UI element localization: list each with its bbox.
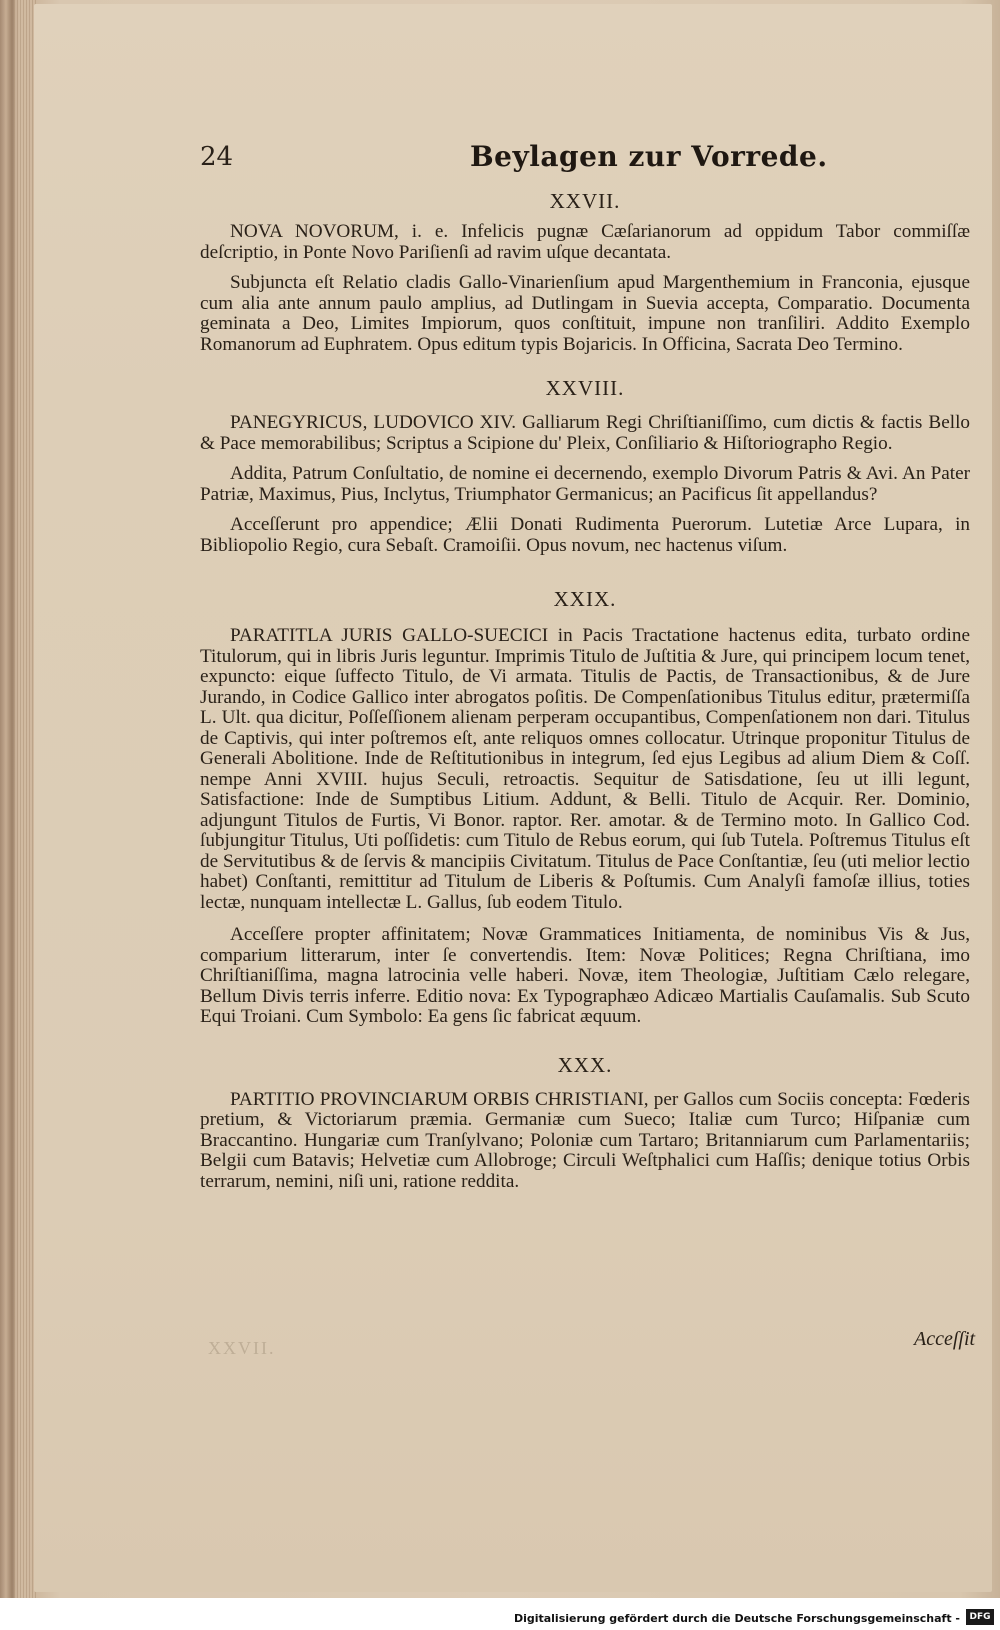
page-stack-edge [14, 0, 36, 1598]
paragraph: PARATITLA JURIS GALLO-SUECICI in Pacis Tractatione hactenus edita, turbato ordine Titulorum, qui in libris Juris leguntur. Imprimis Titulo de Juſtitia & Jure, qui principem locum tenet, expuncto: eique ſuffecto Titulo, de Vi armata. Titulis de Pactis, de Transactionibus, & de Jure Jurando, in Codice Gallico inter abrogatos poſitis. De Compenſationibus Titulus editur, prætermiſſa L. Ult. qua dicitur, Poſſeſſionem alienam perperam occupantibus, Compenſationem non dari. Titulus de Captivis, qui inter poſtremos eſt, ante reliquos omnes collocatur. Utrinque proponitur Titulus de Generali Abolitione. Inde de Reſtitutionibus in integrum, ſed ejus Legibus ad alium Diem & Coſſ. nempe Anni XVIII. hujus Seculi, retroactis. Sequitur de Satisdatione, ſeu ut illi legunt, Satisfactione: Inde de Sumptibus Litium. Addunt, & Belli. Titulo de Acquir. Rer. Dominio, adjungunt Titulos de Furtis, Vi Bonor. raptor. Rer. amotar. & de Termino moto. In Gallico Cod. ſubjungitur Titulus, Uti poſſidetis: cum Titulo de Rebus eorum, qui ſub Tutela. Poſtremus Titulus eſt de Servitutibus & de ſervis & mancipiis Civitatum. Titulus de Pace Conſtantiæ, ſeu (uti melior lectio habet) Conſtanti, remittitur ad Titulum de Liberis & Poſtumis. Cum Analyſi famoſæ illius, toties lectæ, nunquam intellectæ L. Gallus, ſub eodem Titulo. [200, 625, 970, 913]
paragraph: Subjuncta eſt Relatio cladis Gallo-Vinarienſium apud Margenthemium in Franconia, ejusque cum alia ante annum paulo amplius, ad Dutlingam in Suevia accepta, Comparatio. Documenta geminata a Deo, Limites Impiorum, quos conſtituit, impune non tranſiliri. Addito Exemplo Romanorum ad Euphratem. Opus editum typis Bojaricis. In Officina, Sacrata Deo Termino. [200, 272, 970, 355]
dfg-logo: DFG [966, 1609, 994, 1625]
paragraph: Acceſſere propter affinitatem; Novæ Grammatices Initiamenta, de nominibus Vis & Jus, comparium litterarum, inter ſe convertendis. Item: Novæ Politices; Regna Chriſtiana, imo Chriſtianiſſima, magna latrocinia velle haberi. Novæ, item Theologiæ, Juſtitiam Cælo relegare, Bellum Divis terris inferre. Editio nova: Ex Typographæo Adicæo Martialis Cauſamalis. Sub Scuto Equi Troiani. Cum Symbolo: Ea gens ſic fabricat æquum. [200, 924, 970, 1027]
paragraph: PANEGYRICUS, LUDOVICO XIV. Galliarum Regi Chriſtianiſſimo, cum dictis & factis Bello & Pace memorabilibus; Scriptus a Scipione du' Pleix, Conſiliario & Hiſtoriographo Regio. [200, 412, 970, 454]
page-number: 24 [200, 142, 234, 172]
bleed-through-text: XXVII. [208, 1338, 276, 1358]
paragraph: NOVA NOVORUM, i. e. Infelicis pugnæ Cæſarianorum ad oppidum Tabor commiſſæ deſcriptio, in Ponte Novo Pariſienſi ad ravim uſque decantata. [200, 221, 970, 263]
digitization-credit: Digitalisierung gefördert durch die Deutsche Forschungsgemeinschaft - [513, 1612, 960, 1625]
section-heading-xxvii: XXVII. [549, 189, 621, 213]
section-heading-xxx: XXX. [557, 1052, 613, 1077]
paragraph: PARTITIO PROVINCIARUM ORBIS CHRISTIANI, per Gallos cum Sociis concepta: Fœderis pretium, & Victoriarum præmia. Germaniæ cum Sueco; Italiæ cum Turco; Hiſpaniæ cum Braccantino. Hungariæ cum Tranſylvano; Poloniæ cum Tartaro; Britanniarum cum Parlamentariis; Belgii cum Batavis; Helvetiæ cum Allobroge; Circuli Weſtphalici cum Haſſis; denique totius Orbis terrarum, nemini, niſi uni, ratione reddita. [200, 1088, 970, 1192]
page-body [200, 186, 970, 1192]
running-head: Beylagen zur Vorrede. [470, 140, 828, 173]
paragraph: Addita, Patrum Conſultatio, de nomine ei decernendo, exemplo Divorum Patris & Avi. An Pater Patriæ, Maximus, Pius, Inclytus, Triumphator Germanicus; an Pacificus ſit appellandus? [200, 463, 970, 505]
section-heading-xxviii: XXVIII. [545, 376, 625, 400]
catchword: Acceſſit [914, 1328, 976, 1350]
section-heading-xxix: XXIX. [553, 587, 617, 611]
page-header [200, 142, 980, 182]
paragraph: Acceſſerunt pro appendice; Ælii Donati Rudimenta Puerorum. Lutetiæ Arce Lupara, in Bibliopolio Regio, cura Sebaſt. Cramoiſii. Opus novum, nec hactenus viſum. [200, 514, 970, 556]
